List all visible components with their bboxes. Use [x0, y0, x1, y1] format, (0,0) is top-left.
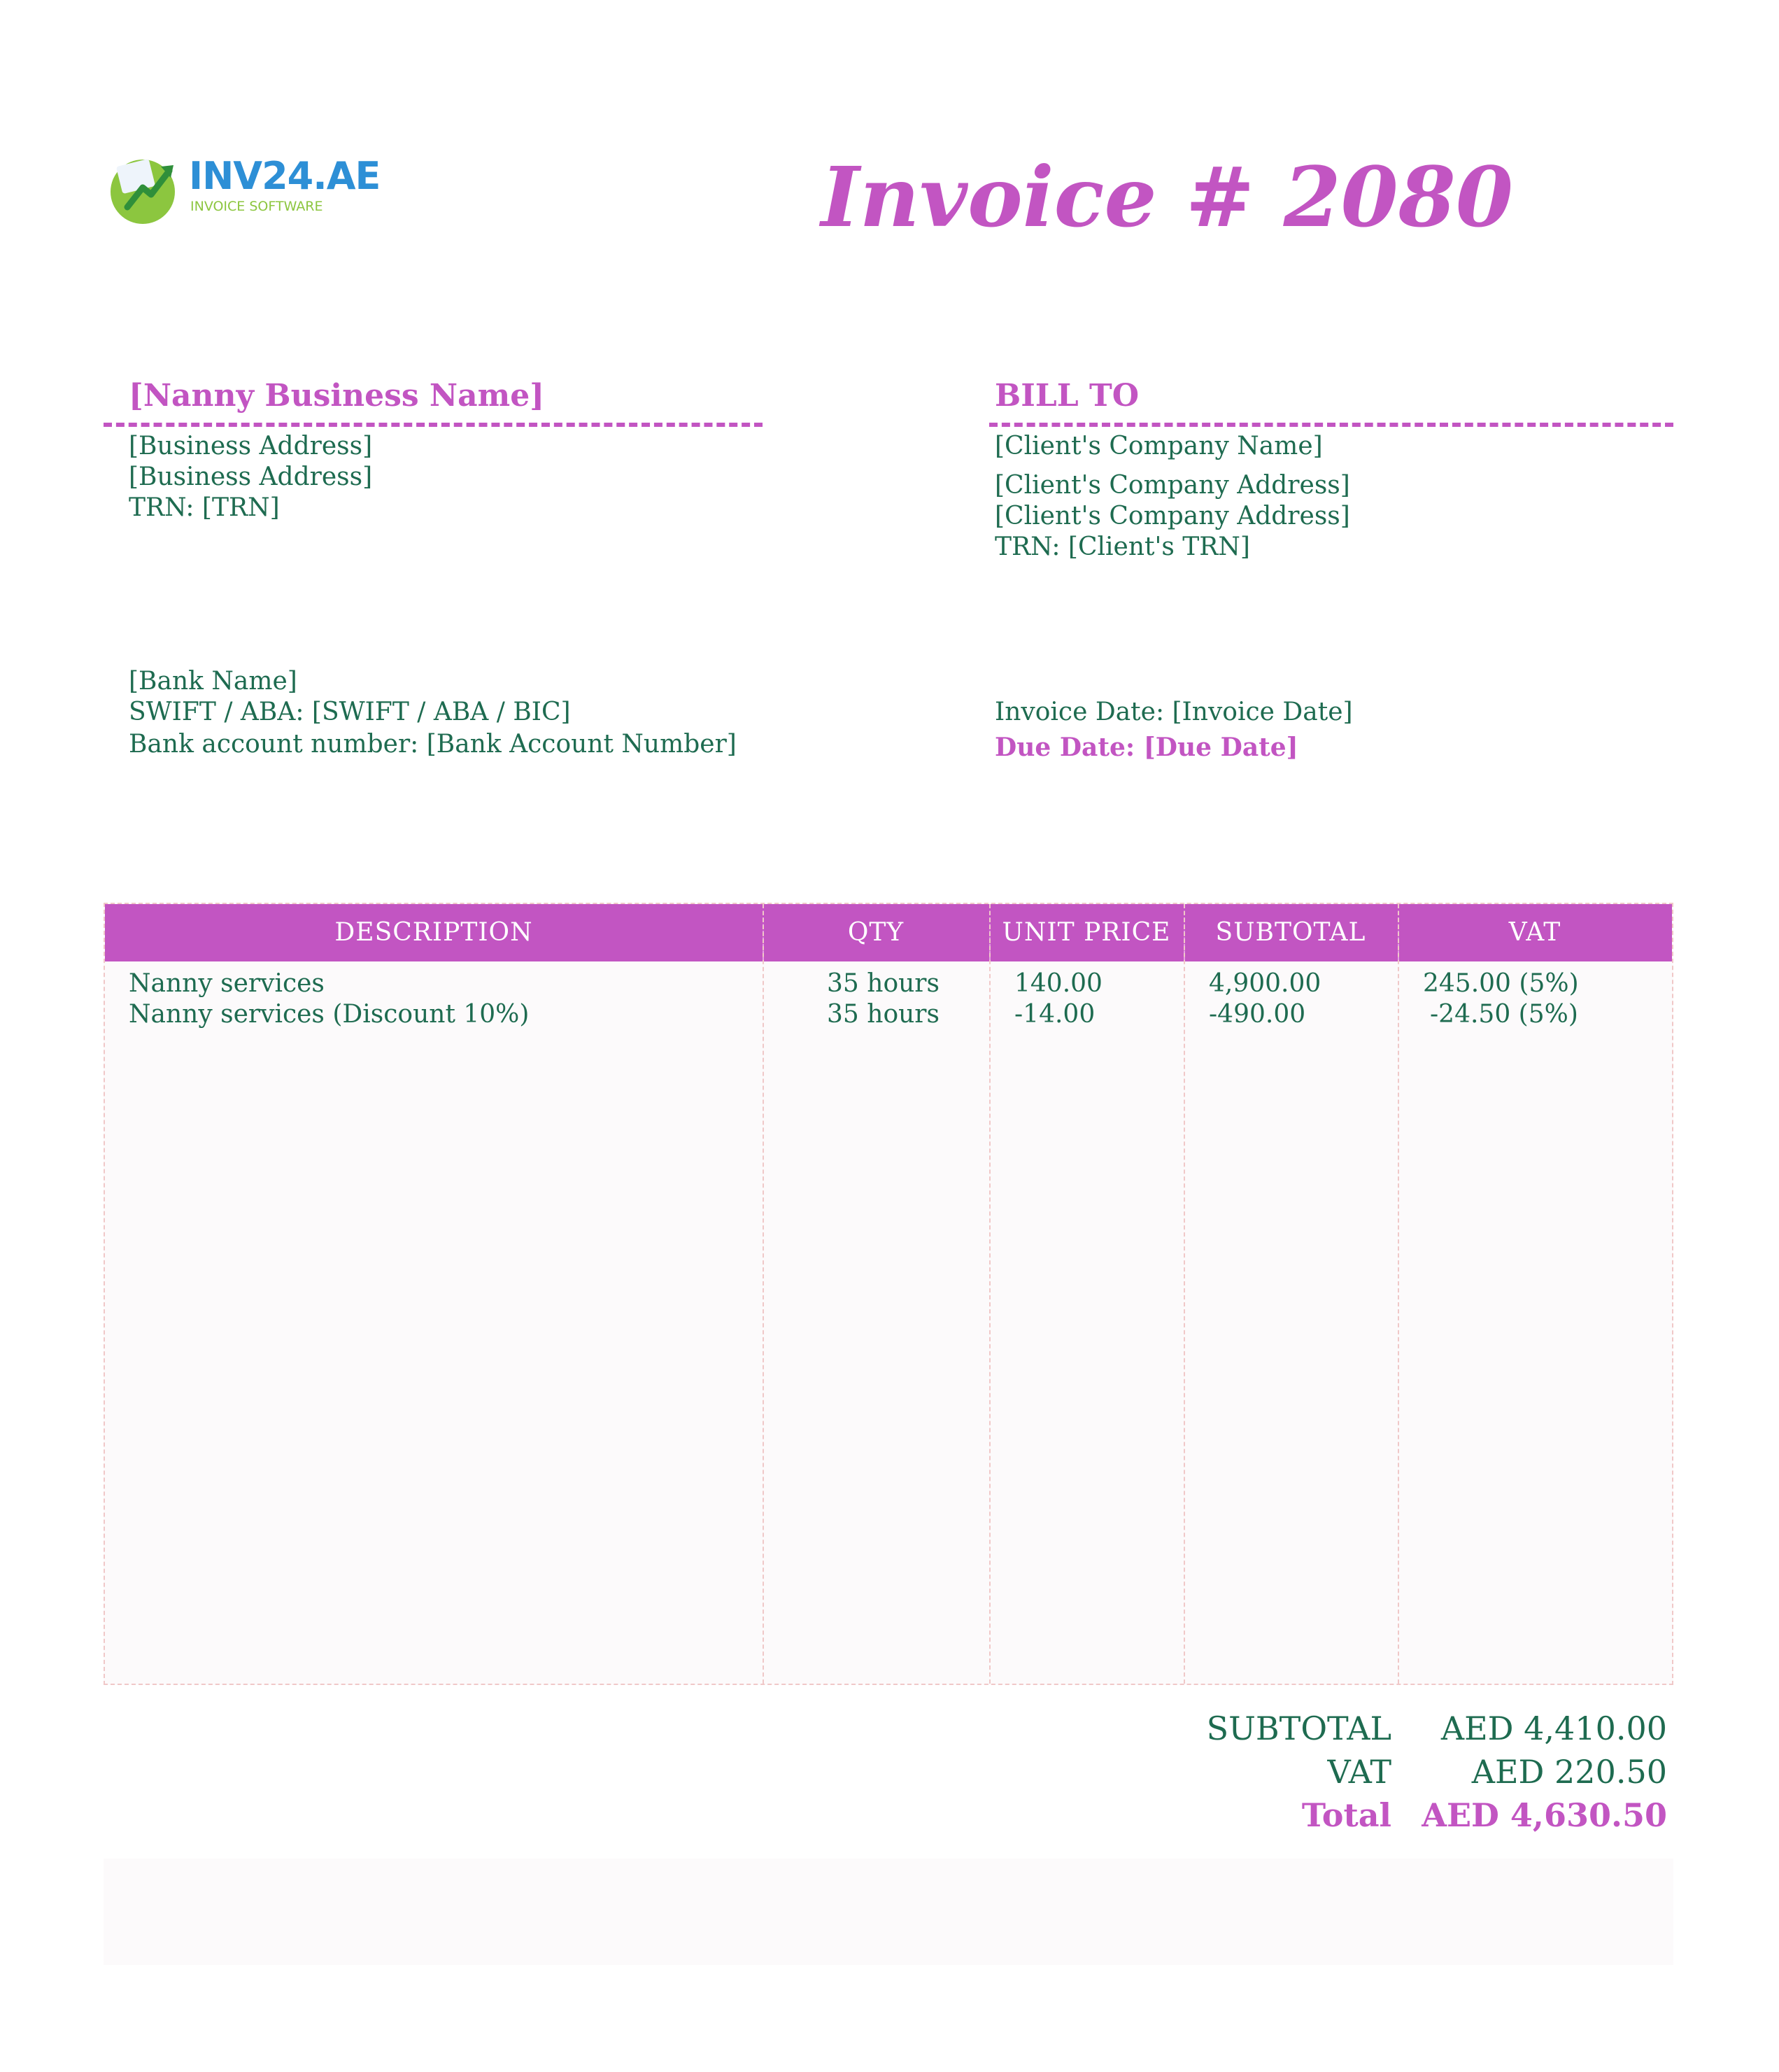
line-items-table — [104, 903, 1673, 1685]
header-subtotal: SUBTOTAL — [1215, 918, 1366, 947]
column-separator — [1398, 904, 1399, 1684]
logo-mark-icon — [106, 153, 179, 225]
row-2-qty: 35 hours — [827, 1000, 940, 1029]
column-separator — [763, 904, 764, 1684]
vat-label: VAT — [1327, 1753, 1391, 1791]
header-unit-price: UNIT PRICE — [1002, 918, 1171, 947]
row-1-qty: 35 hours — [827, 969, 940, 998]
subtotal-value: AED 4,410.00 — [1440, 1710, 1667, 1747]
bank-account-number: Bank account number: [Bank Account Number] — [129, 730, 737, 759]
client-address-2: [Client's Company Address] — [995, 502, 1350, 530]
seller-trn: TRN: [TRN] — [129, 493, 280, 522]
client-trn: TRN: [Client's TRN] — [995, 533, 1250, 561]
seller-divider — [104, 423, 763, 427]
total-value: AED 4,630.50 — [1422, 1796, 1667, 1834]
invoice-title: Invoice # 2080 — [821, 148, 1513, 246]
total-label: Total — [1301, 1796, 1391, 1834]
row-2-subtotal: -490.00 — [1209, 1000, 1306, 1029]
row-1-subtotal: 4,900.00 — [1209, 969, 1321, 998]
seller-name: [Nanny Business Name] — [129, 378, 545, 414]
bank-name: [Bank Name] — [129, 667, 297, 696]
company-logo — [106, 146, 381, 223]
header-qty: QTY — [847, 918, 905, 947]
header-vat: VAT — [1508, 918, 1561, 947]
row-1-unit-price: 140.00 — [1014, 969, 1103, 998]
due-date: Due Date: [Due Date] — [995, 733, 1298, 762]
row-1-description: Nanny services — [129, 969, 325, 998]
bill-to-divider — [989, 423, 1673, 427]
column-separator — [1184, 904, 1185, 1684]
bill-to-heading: BILL TO — [995, 378, 1140, 414]
row-2-unit-price: -14.00 — [1014, 1000, 1096, 1029]
logo-tagline: INVOICE SOFTWARE — [190, 199, 323, 214]
seller-address-2: [Business Address] — [129, 463, 373, 491]
client-company-name: [Client's Company Name] — [995, 432, 1323, 460]
invoice-date: Invoice Date: [Invoice Date] — [995, 698, 1353, 726]
row-2-vat: -24.50 (5%) — [1430, 1000, 1578, 1029]
logo-name: INV24.AE — [189, 154, 381, 198]
table-header — [105, 904, 1672, 961]
seller-address-1: [Business Address] — [129, 432, 373, 460]
header-description: DESCRIPTION — [334, 918, 533, 947]
client-address-1: [Client's Company Address] — [995, 471, 1350, 500]
row-1-vat: 245.00 (5%) — [1423, 969, 1579, 998]
vat-value: AED 220.50 — [1471, 1753, 1667, 1791]
column-separator — [989, 904, 991, 1684]
footer-band — [104, 1859, 1673, 1965]
subtotal-label: SUBTOTAL — [1206, 1710, 1391, 1747]
row-2-description: Nanny services (Discount 10%) — [129, 1000, 530, 1029]
bank-swift: SWIFT / ABA: [SWIFT / ABA / BIC] — [129, 698, 571, 726]
